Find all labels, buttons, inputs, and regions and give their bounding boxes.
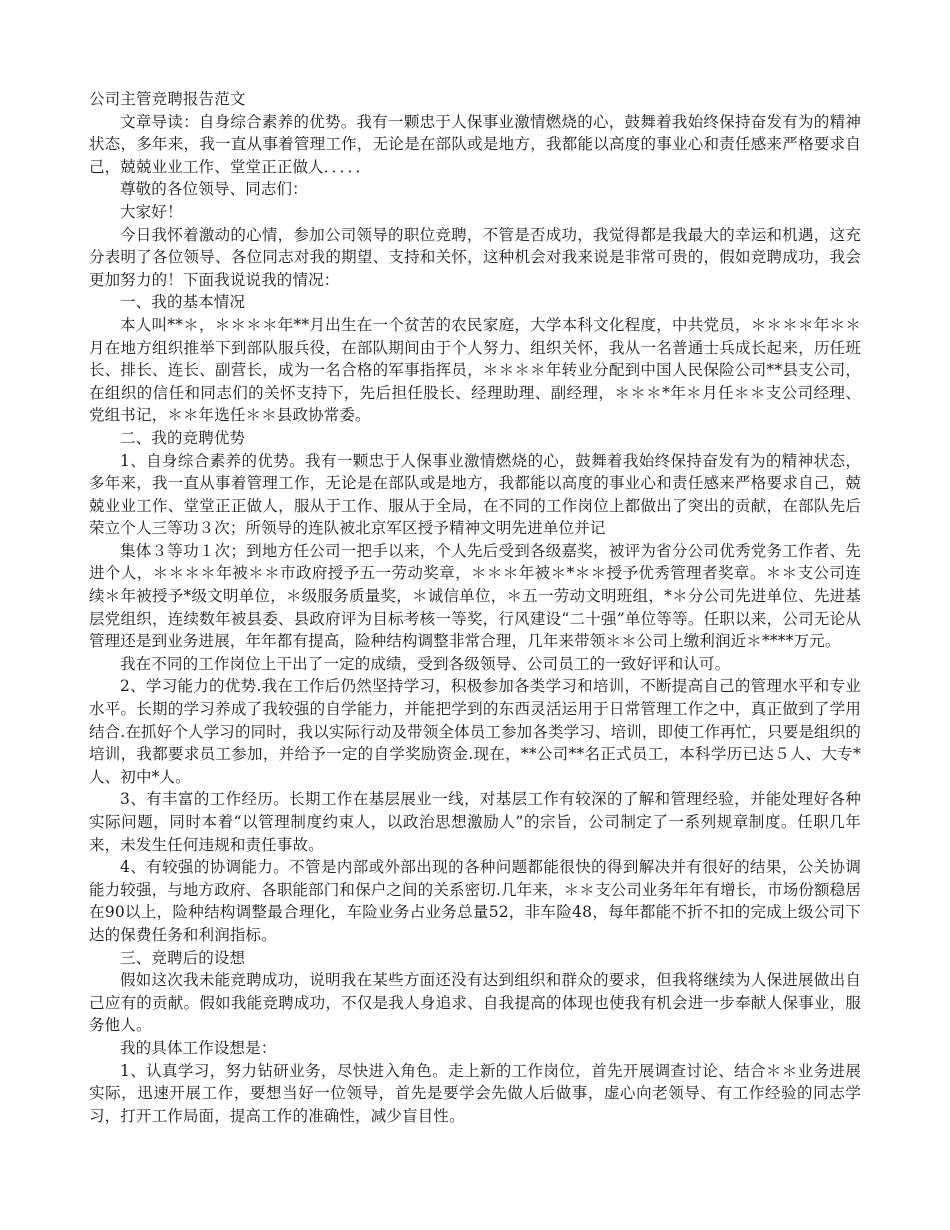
- paragraph-plans-lead: 我的具体工作设想是：: [120, 1038, 277, 1057]
- section-heading-basic-info: 一、我的基本情况: [120, 293, 246, 312]
- paragraph-advantage-2: 2、学习能力的优势.我在工作后仍然坚持学习，积极参加各类学习和培训，不断提高自己的管理水平和专业水平。长期的学习养成了我较强的自学能力，并能把学到的东西灵活运用于日常管理工作之中，真正做到了学用结合.在抓好个人学习的同时，我以实际行动及带领全体员工参加各类学习、培训，即使工作再忙，只要是组织的培训，我都要求员工参加，并给予一定的自学奖励资金.现在，**公司**名正式员工，本科学历已达５人、大专*人、初中*人。: [89, 677, 861, 786]
- document-title: 公司主管竞聘报告范文: [89, 90, 246, 108]
- paragraph-plan-1: 1、认真学习，努力钻研业务，尽快进入角色。走上新的工作岗位，首先开展调查讨论、结合＊＊业务进展实际，迅速开展工作，要想当好一位领导，首先是要学会先做人后做事，虚心向老领导、有工作经验的同志学习，打开工作局面，提高工作的准确性，减少盲目性。: [89, 1061, 861, 1125]
- paragraph-intro: 文章导读：自身综合素养的优势。我有一颗忠于人保事业激情燃烧的心，鼓舞着我始终保持奋发有为的精神状态，多年来，我一直从事着管理工作，无论是在部队或是地方，我都能以高度的事业心和责任感来严格要求自己，兢兢业业工作、堂堂正正做人．．．．．: [89, 112, 861, 176]
- paragraph-basic-info: 本人叫**＊，＊＊＊＊年**月出生在一个贫苦的农民家庭，大学本科文化程度，中共党员，＊＊＊＊年＊＊月在地方组织推举下到部队服兵役，在部队期间由于个人努力、组织关怀，我从一名普通士兵成长起来，历任班长、排长、连长、副营长，成为一名合格的军事指挥员，＊＊＊＊年转业分配到中国人民保险公司**县支公司，在组织的信任和同志们的关怀支持下，先后担任股长、经理助理、副经理，＊＊＊*年＊月任＊＊支公司经理、党组书记，＊＊年选任＊＊县政协常委。: [89, 315, 861, 425]
- document-body: [89, 88, 861, 1127]
- paragraph-advantage-1: 1、自身综合素养的优势。我有一颗忠于人保事业激情燃烧的心，鼓舞着我始终保持奋发有为的精神状态，多年来，我一直从事着管理工作，无论是在部队或是地方，我都能以高度的事业心和责任感来严格要求自己，兢兢业业工作、堂堂正正做人，服从于工作、服从于全局，在不同的工作岗位上都做出了突出的贡献，在部队先后荣立个人三等功３次；所领导的连队被北京军区授予精神文明先进单位并记: [89, 451, 861, 538]
- paragraph-advantage-1-cont: 集体３等功１次；到地方任公司一把手以来，个人先后受到各级嘉奖，被评为省分公司优秀党务工作者、先进个人，＊＊＊＊年被＊＊市政府授予五一劳动奖章，＊＊＊年被＊*＊＊授予优秀管理者奖章。＊＊支公司连续＊年被授予*级文明单位，＊级服务质量奖，＊诚信单位，＊五一劳动文明班组，*＊分公司先进单位、先进基层党组织，连续数年被县委、县政府评为目标考核一等奖，行风建设“二十强”单位等等。任职以来，公司无论从管理还是到业务进展，年年都有提高，险种结构调整非常合理，几年来带领＊＊公司上缴利润近＊****万元。: [89, 541, 861, 651]
- paragraph-salutation: 尊敬的各位领导、同志们：: [120, 180, 308, 199]
- paragraph-plans-intro: 假如这次我未能竞聘成功，说明我在某些方面还没有达到组织和群众的要求，但我将继续为人保进展做出自己应有的贡献。假如我能竞聘成功，不仅是我人身追求、自我提高的体现也使我有机会进一步奉献人保事业，服务他人。: [89, 971, 861, 1035]
- paragraph-achievements: 我在不同的工作岗位上干出了一定的成绩，受到各级领导、公司员工的一致好评和认可。: [120, 654, 731, 673]
- paragraph-advantage-3: 3、有丰富的工作经历。长期工作在基层展业一线，对基层工作有较深的了解和管理经验，并能处理好各种实际问题，同时本着“以管理制度约束人，以政治思想激励人”的宗旨，公司制定了一系列规章制度。任职几年来，未发生任何违规和责任事故。: [89, 790, 861, 854]
- paragraph-opening: 今日我怀着激动的心情，参加公司领导的职位竞聘，不管是否成功，我觉得都是我最大的幸运和机遇，这充分表明了各位领导、各位同志对我的期望、支持和关怀，这种机会对我来说是非常可贵的，假如竞聘成功，我会更加努力的！下面我说说我的情况：: [89, 225, 861, 289]
- paragraph-greeting: 大家好！: [120, 202, 183, 221]
- section-heading-advantages: 二、我的竞聘优势: [120, 428, 246, 447]
- section-heading-plans: 三、竞聘后的设想: [120, 948, 246, 967]
- paragraph-advantage-4: 4、有较强的协调能力。不管是内部或外部出现的各种问题都能很快的得到解决并有很好的结果，公关协调能力较强，与地方政府、各职能部门和保户之间的关系密切.几年来，＊＊支公司业务年年有增长，市场份额稳居在90以上，险种结构调整最合理化，车险业务占业务总量52，非车险48，每年都能不折不扣的完成上级公司下达的保费任务和利润指标。: [89, 858, 861, 944]
